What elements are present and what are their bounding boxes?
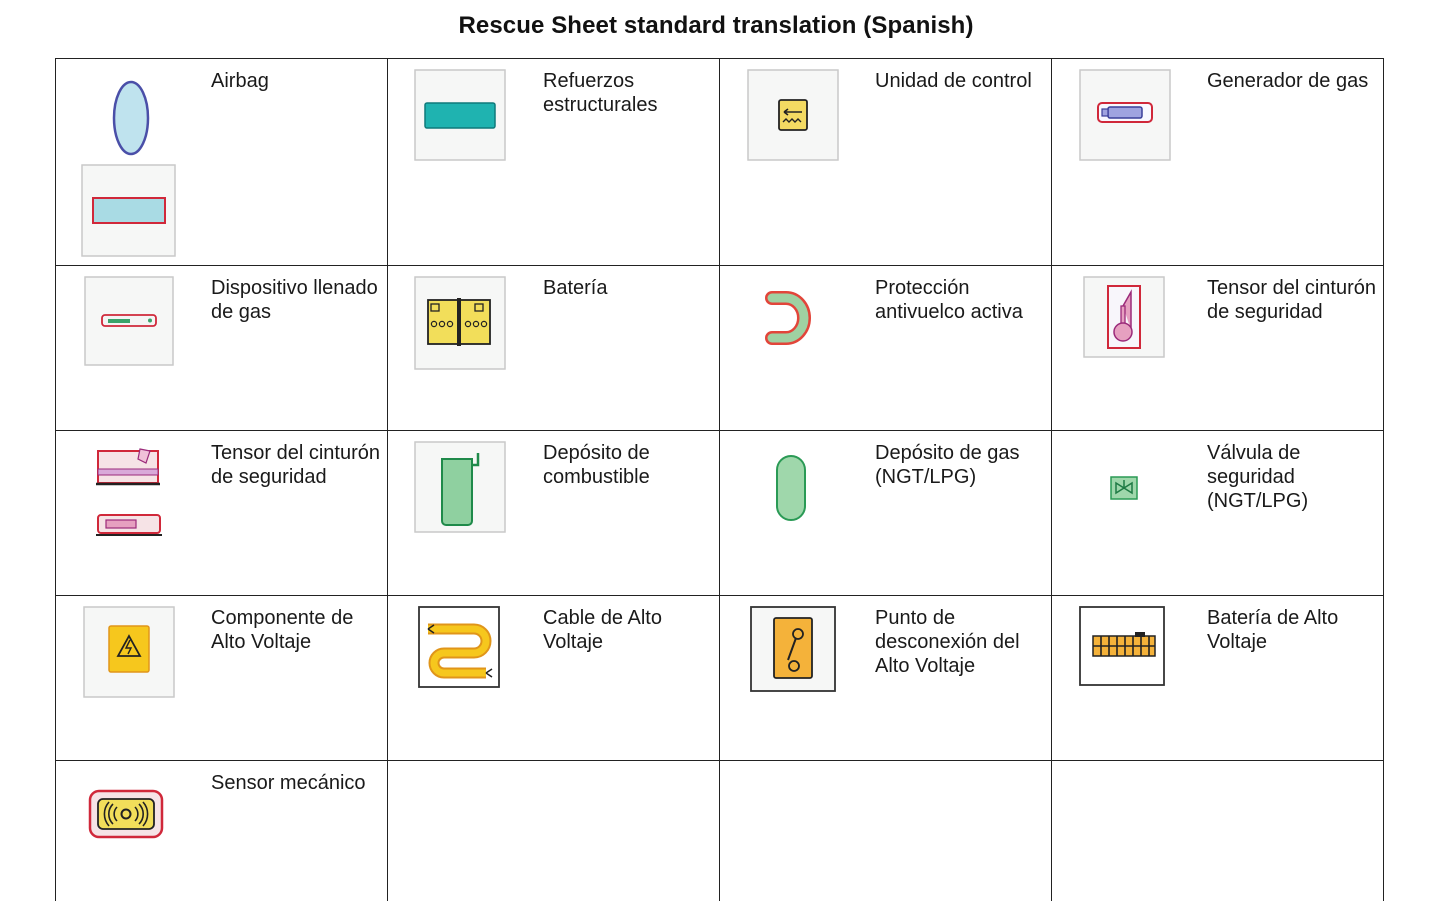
symbol-cell-fuel-tank [388,431,720,596]
page-title: Rescue Sheet standard translation (Spanish) [0,12,1432,40]
symbol-cell-gas-filled-device [56,266,388,431]
symbol-cell-battery [388,266,720,431]
symbol-cell-high-voltage-component [56,596,388,761]
symbol-label: Depósito de combustible [543,441,718,489]
symbol-cell-gas-generator [1052,59,1384,266]
symbol-cell-high-voltage-cable [388,596,720,761]
symbol-label: Generador de gas [1207,69,1382,93]
empty-cell [388,761,720,901]
symbol-label: Dispositivo llenado de gas [211,276,386,324]
symbol-label: Cable de Alto Voltaje [543,606,718,654]
symbol-label: Tensor del cinturón de seguridad [211,441,386,489]
symbol-cell-safety-valve [1052,431,1384,596]
empty-cell [1052,761,1384,901]
symbol-label: Sensor mecánico [211,771,386,795]
symbol-label: Punto de desconexión del Alto Voltaje [875,606,1050,678]
symbol-cell-seatbelt-pretensioner-alt [56,431,388,596]
symbol-label: Batería [543,276,718,300]
airbag-icon [80,67,210,267]
symbol-label: Refuerzos estructurales [543,69,718,117]
symbol-label: Válvula de seguridad (NGT/LPG) [1207,441,1382,513]
symbol-cell-mechanical-sensor [56,761,388,901]
table-row [56,59,1384,266]
empty-cell [720,761,1052,901]
table-row [56,431,1384,596]
symbol-cell-seatbelt-pretensioner [1052,266,1384,431]
symbol-label: Protección antivuelco activa [875,276,1050,324]
symbol-label: Airbag [211,69,386,93]
table-row [56,266,1384,431]
symbol-label: Depósito de gas (NGT/LPG) [875,441,1050,489]
table-row [56,596,1384,761]
symbol-label: Unidad de control [875,69,1050,93]
symbol-cell-control-unit [720,59,1052,266]
symbol-label: Componente de Alto Voltaje [211,606,386,654]
symbol-label: Batería de Alto Voltaje [1207,606,1382,654]
symbol-label: Tensor del cinturón de seguridad [1207,276,1382,324]
symbol-cell-rollover-protection [720,266,1052,431]
symbol-cell-airbag [56,59,388,266]
symbol-cell-high-voltage-disconnect [720,596,1052,761]
symbol-cell-gas-tank [720,431,1052,596]
symbol-cell-high-voltage-battery [1052,596,1384,761]
symbol-table [55,58,1384,901]
table-row [56,761,1384,901]
symbol-cell-structural-reinforcement [388,59,720,266]
